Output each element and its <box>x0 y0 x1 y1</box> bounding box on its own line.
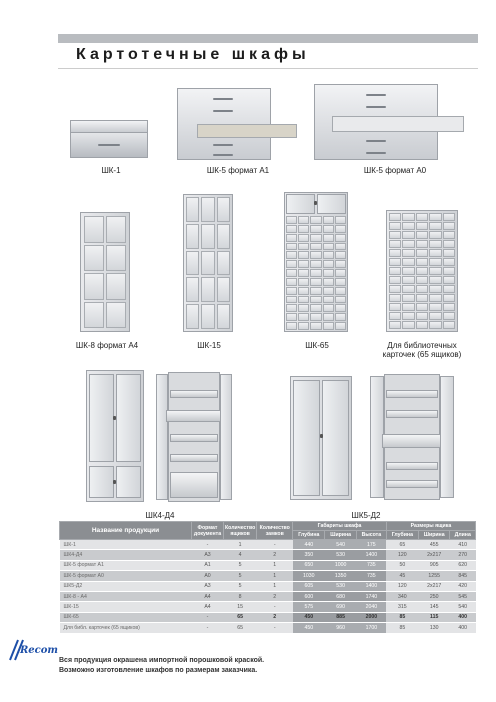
table-cell: 1 <box>224 540 257 550</box>
table-cell: 885 <box>325 612 357 622</box>
table-cell: 65 <box>224 623 257 633</box>
table-cell: 440 <box>293 540 325 550</box>
header-format: Формат документа <box>192 522 224 540</box>
table-cell: ШК4-Д4 <box>60 550 192 560</box>
header-cabinet-dims: Габариты шкафа <box>293 522 387 531</box>
table-cell: 1700 <box>356 623 386 633</box>
table-cell: 575 <box>293 602 325 612</box>
table-row <box>60 581 476 591</box>
table-cell: 65 <box>224 612 257 622</box>
table-cell: Для библ. карточек (65 ящиков) <box>60 623 192 633</box>
caption-shk4-d4: ШК4-Д4 <box>145 511 175 520</box>
note-custom: Возможно изготовление шкафов по размерам заказчика. <box>59 667 258 674</box>
table-cell: 960 <box>325 623 357 633</box>
table-cell: ШК-1 <box>60 540 192 550</box>
table-cell: 4 <box>224 550 257 560</box>
table-row <box>60 591 476 601</box>
page-title: Картотечные шкафы <box>76 46 310 63</box>
table-cell: 340 <box>386 591 418 601</box>
table-cell: 45 <box>386 571 418 581</box>
header-bar <box>58 34 478 43</box>
table-cell: 540 <box>325 540 357 550</box>
table-cell: 735 <box>356 560 386 570</box>
header-drw-width: Ширина <box>418 531 450 540</box>
table-cell: 1740 <box>356 591 386 601</box>
table-cell: 85 <box>386 623 418 633</box>
product-image-shk5-d2-open <box>370 374 460 502</box>
header-drw-length: Длина <box>450 531 476 540</box>
table-cell: - <box>257 540 293 550</box>
table-cell: 8 <box>224 591 257 601</box>
table-cell: 680 <box>325 591 357 601</box>
header-cab-depth: Глубина <box>293 531 325 540</box>
table-cell: - <box>192 540 224 550</box>
product-image-shk5-a0 <box>312 84 467 162</box>
table-cell: 605 <box>293 581 325 591</box>
table-cell: 905 <box>418 560 450 570</box>
caption-library-line2: карточек (65 ящиков) <box>382 350 462 359</box>
recom-logo-text: Recom <box>20 645 59 656</box>
table-cell: 620 <box>450 560 476 570</box>
table-cell: 5 <box>224 560 257 570</box>
table-cell: А1 <box>192 560 224 570</box>
table-row <box>60 550 476 560</box>
table-cell: ШК-65 <box>60 612 192 622</box>
table-cell: 130 <box>418 623 450 633</box>
specs-table <box>59 521 476 634</box>
table-cell: ШК-5 формат А1 <box>60 560 192 570</box>
product-image-shk8 <box>80 212 132 334</box>
table-cell: 1400 <box>356 550 386 560</box>
caption-shk5-a0: ШК-5 формат А0 <box>363 166 427 175</box>
table-cell: А4 <box>192 591 224 601</box>
table-cell: А0 <box>192 571 224 581</box>
table-cell: ШК-5 формат А0 <box>60 571 192 581</box>
table-row <box>60 623 476 633</box>
table-cell: 2х217 <box>418 550 450 560</box>
table-cell: 845 <box>450 571 476 581</box>
table-cell: 1400 <box>356 581 386 591</box>
title-divider <box>58 68 478 69</box>
table-row <box>60 560 476 570</box>
table-cell: 540 <box>450 602 476 612</box>
table-cell: 2000 <box>356 612 386 622</box>
table-cell: 450 <box>293 623 325 633</box>
table-row <box>60 540 476 550</box>
table-cell: 145 <box>418 602 450 612</box>
table-cell: 1030 <box>293 571 325 581</box>
header-name: Название продукции <box>60 522 192 540</box>
table-cell: А3 <box>192 581 224 591</box>
table-cell: 400 <box>450 612 476 622</box>
table-cell: 1350 <box>325 571 357 581</box>
table-cell: 315 <box>386 602 418 612</box>
table-cell: 400 <box>450 623 476 633</box>
table-cell: 1255 <box>418 571 450 581</box>
table-cell: 410 <box>450 540 476 550</box>
table-cell: 350 <box>293 550 325 560</box>
product-image-shk15 <box>183 194 235 334</box>
table-cell: 5 <box>224 581 257 591</box>
table-cell: 15 <box>224 602 257 612</box>
product-image-library <box>386 210 460 334</box>
table-cell: ШК5-Д2 <box>60 581 192 591</box>
table-cell: 2040 <box>356 602 386 612</box>
table-cell: 50 <box>386 560 418 570</box>
table-row <box>60 612 476 622</box>
table-cell: 2 <box>257 550 293 560</box>
table-cell: 450 <box>293 612 325 622</box>
table-cell: - <box>192 612 224 622</box>
table-row <box>60 602 476 612</box>
table-cell: 545 <box>450 591 476 601</box>
product-image-shk5-a1 <box>175 88 300 162</box>
header-drw-depth: Глубина <box>386 531 418 540</box>
header-cab-width: Ширина <box>325 531 357 540</box>
table-cell: 650 <box>293 560 325 570</box>
table-cell: 2 <box>257 612 293 622</box>
table-cell: 1 <box>257 560 293 570</box>
table-cell: - <box>257 602 293 612</box>
table-cell: 120 <box>386 581 418 591</box>
table-cell: - <box>257 623 293 633</box>
header-drawer-dims: Размеры ящика <box>386 522 475 531</box>
caption-shk5-d2: ШК5-Д2 <box>351 511 381 520</box>
table-cell: 735 <box>356 571 386 581</box>
caption-shk1: ШК-1 <box>101 166 121 175</box>
table-cell: 455 <box>418 540 450 550</box>
product-image-shk5-d2-closed <box>290 376 354 502</box>
table-cell: 1 <box>257 571 293 581</box>
table-cell: 690 <box>325 602 357 612</box>
product-image-shk1 <box>70 120 150 160</box>
table-cell: 115 <box>418 612 450 622</box>
caption-shk15: ШК-15 <box>197 341 221 350</box>
table-cell: А3 <box>192 550 224 560</box>
caption-shk8: ШК-8 формат А4 <box>75 341 139 350</box>
table-cell: 1000 <box>325 560 357 570</box>
note-paint: Вся продукция окрашена импортной порошковой краской. <box>59 657 265 664</box>
table-cell: ШК-15 <box>60 602 192 612</box>
table-cell: 5 <box>224 571 257 581</box>
table-cell: - <box>192 623 224 633</box>
caption-shk5-a1: ШК-5 формат А1 <box>206 166 270 175</box>
table-cell: А4 <box>192 602 224 612</box>
table-row <box>60 571 476 581</box>
table-cell: 420 <box>450 581 476 591</box>
caption-library-line1: Для библиотечных <box>387 341 457 350</box>
table-cell: 270 <box>450 550 476 560</box>
table-cell: 2х217 <box>418 581 450 591</box>
header-cab-height: Высота <box>356 531 386 540</box>
header-locks: Количество замков <box>257 522 293 540</box>
table-cell: 120 <box>386 550 418 560</box>
table-cell: 2 <box>257 591 293 601</box>
caption-shk65: ШК-65 <box>305 341 329 350</box>
table-cell: 175 <box>356 540 386 550</box>
table-cell: 65 <box>386 540 418 550</box>
product-image-shk4-d4-open <box>156 372 236 504</box>
product-image-shk65 <box>284 192 350 334</box>
table-cell: 250 <box>418 591 450 601</box>
table-cell: 530 <box>325 550 357 560</box>
table-cell: 1 <box>257 581 293 591</box>
table-cell: 85 <box>386 612 418 622</box>
product-image-shk4-d4-closed <box>86 370 146 504</box>
header-drawers: Количество ящиков <box>224 522 257 540</box>
table-cell: ШК-8 - А4 <box>60 591 192 601</box>
table-cell: 530 <box>325 581 357 591</box>
table-cell: 600 <box>293 591 325 601</box>
